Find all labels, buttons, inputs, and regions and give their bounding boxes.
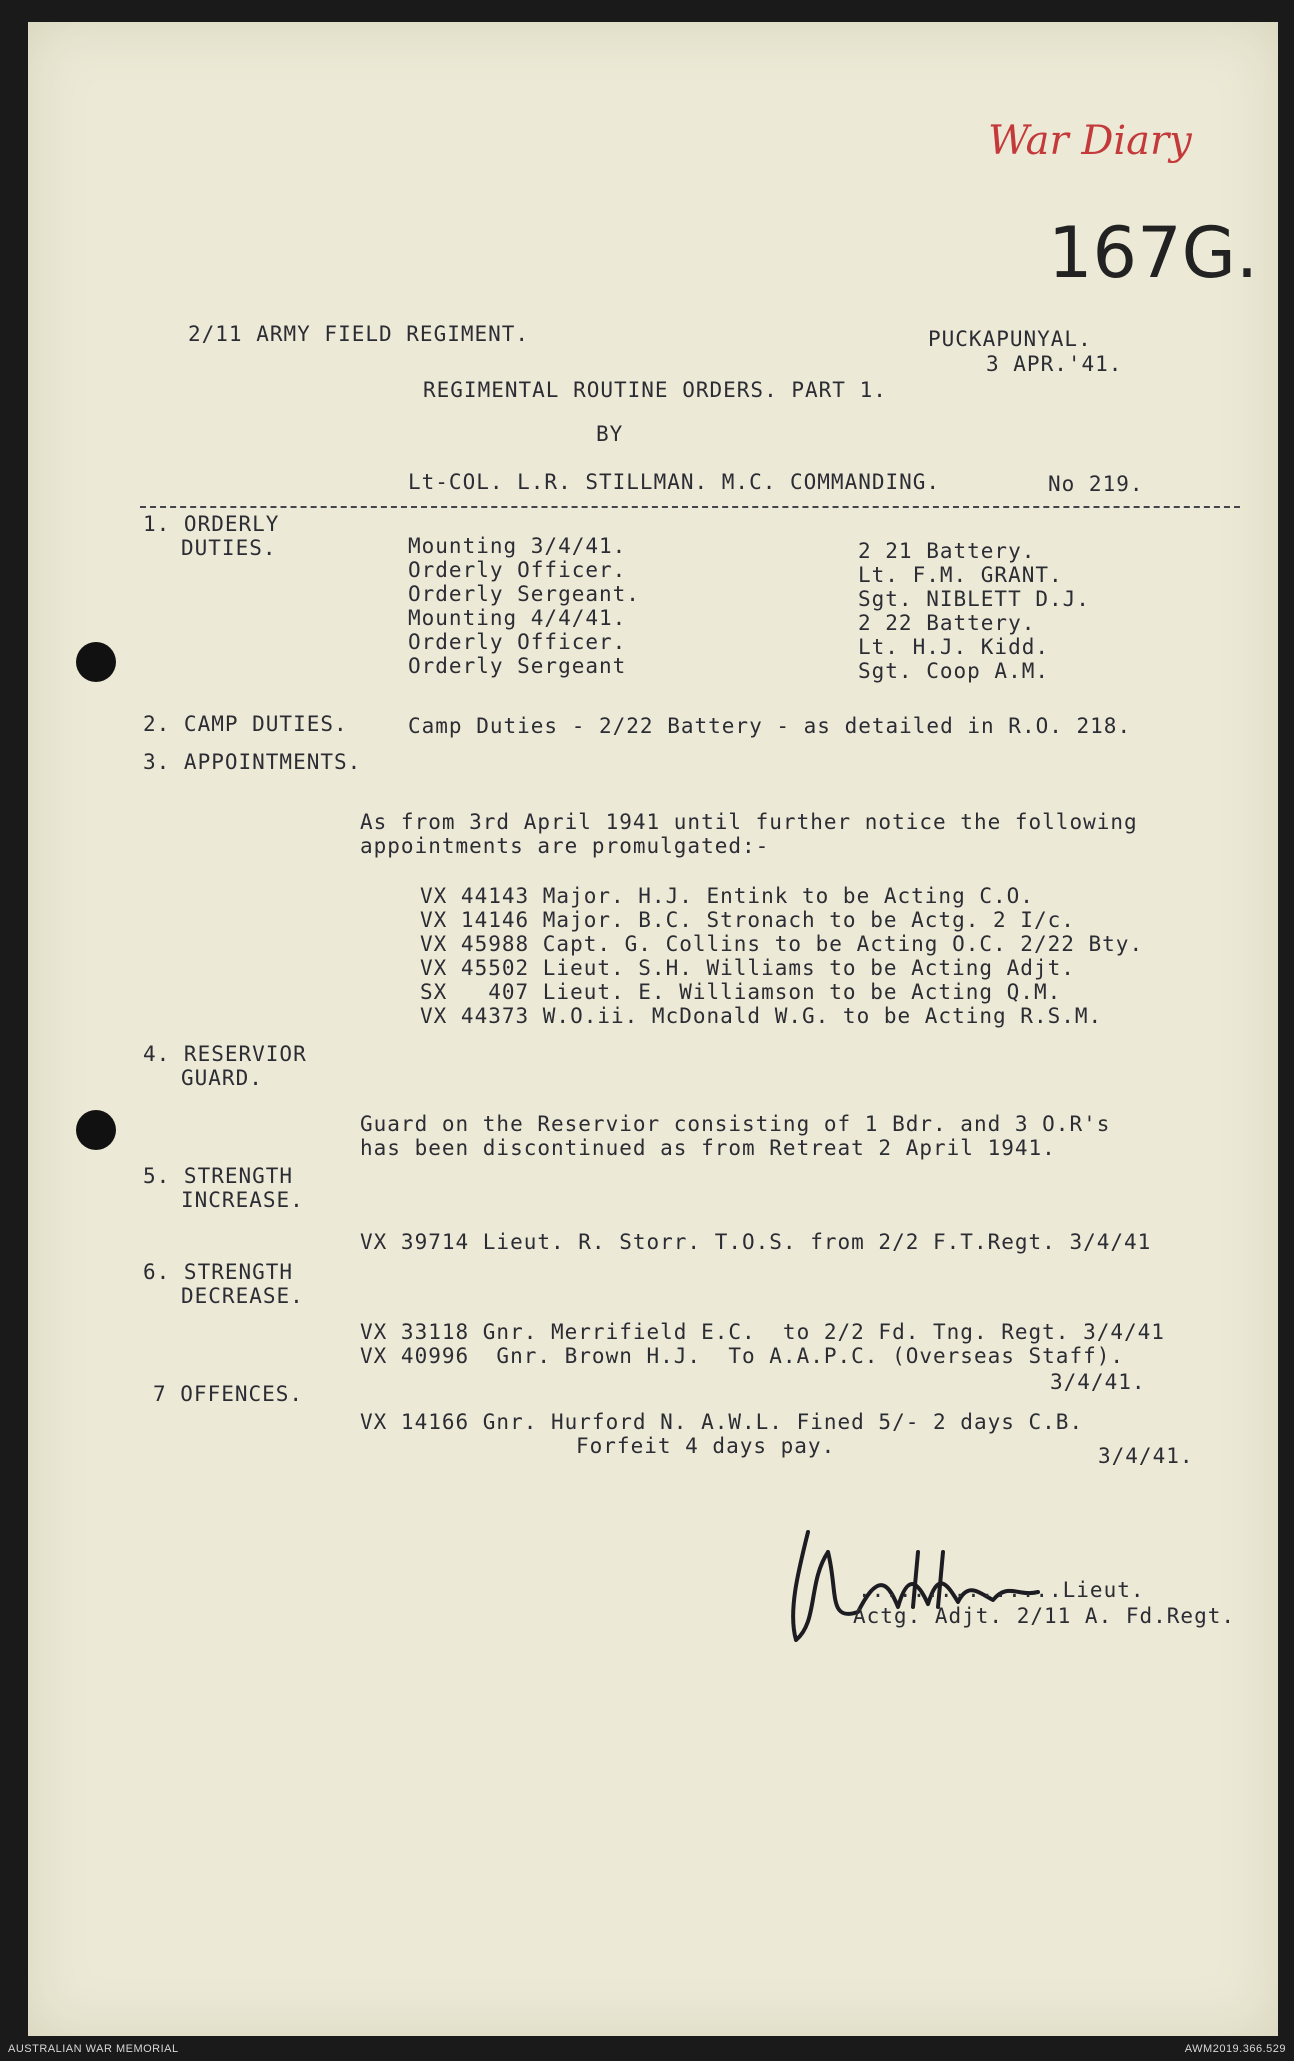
document-title: REGIMENTAL ROUTINE ORDERS. PART 1. — [423, 378, 887, 402]
section-2-heading: 2. CAMP DUTIES. — [143, 712, 348, 736]
place: PUCKAPUNYAL. — [928, 327, 1092, 351]
appointments-intro: As from 3rd April 1941 until further notice the following — [360, 810, 1138, 834]
header-divider — [140, 506, 1240, 508]
section-3-heading: 3. APPOINTMENTS. — [143, 750, 362, 774]
commanding-officer: Lt-COL. L.R. STILLMAN. M.C. COMMANDING. — [408, 470, 941, 494]
offence-entry-2: Forfeit 4 days pay. — [576, 1434, 836, 1458]
by-line: BY — [596, 422, 624, 446]
date: 3 APR.'41. — [986, 352, 1123, 376]
assignment-row: Sgt. NIBLETT D.J. — [858, 587, 1090, 611]
section-1-heading-2: DUTIES. — [181, 536, 277, 560]
assignment-row: Sgt. Coop A.M. — [858, 659, 1050, 683]
section-5-heading-2: INCREASE. — [181, 1188, 304, 1212]
offence-entry: VX 14166 Gnr. Hurford N. A.W.L. Fined 5/- 2 days C.B. — [360, 1410, 1084, 1434]
section-4-heading: 4. RESERVIOR — [143, 1042, 307, 1066]
strength-decrease-entry-2: VX 40996 Gnr. Brown H.J. To A.A.P.C. (Overseas Staff). — [360, 1344, 1125, 1368]
folio-number: 167G. — [1048, 212, 1259, 294]
duty-row: Mounting 4/4/41. — [408, 606, 627, 630]
duty-row: Orderly Sergeant — [408, 654, 627, 678]
appointment-row: VX 44143 Major. H.J. Entink to be Acting C.O. — [420, 884, 1034, 908]
assignment-row: Lt. F.M. GRANT. — [858, 563, 1063, 587]
document-page — [28, 22, 1278, 2036]
offence-date: 3/4/41. — [1098, 1444, 1194, 1468]
signature-role: Actg. Adjt. 2/11 A. Fd.Regt. — [853, 1604, 1236, 1628]
appointments-list — [420, 884, 1143, 1028]
section-7-heading: 7 OFFENCES. — [153, 1382, 304, 1406]
section-6-heading-2: DECREASE. — [181, 1284, 304, 1308]
section-1-heading: 1. ORDERLY — [143, 512, 280, 536]
punch-hole-bottom — [76, 1110, 116, 1150]
camp-duties-text: Camp Duties - 2/22 Battery - as detailed in R.O. 218. — [408, 714, 1132, 738]
duty-row: Orderly Sergeant. — [408, 582, 640, 606]
assignment-row: 2 22 Battery. — [858, 611, 1036, 635]
duty-row: Orderly Officer. — [408, 630, 627, 654]
orderly-assignments-list — [858, 539, 1090, 683]
reservoir-text: Guard on the Reservior consisting of 1 Bdr. and 3 O.R's — [360, 1112, 1111, 1136]
duty-row: Orderly Officer. — [408, 558, 627, 582]
signature-rank: ...............Lieut. — [858, 1578, 1145, 1602]
section-5-heading: 5. STRENGTH — [143, 1164, 294, 1188]
unit-name: 2/11 ARMY FIELD REGIMENT. — [188, 322, 530, 346]
appointment-row: SX 407 Lieut. E. Williamson to be Acting Q.M. — [420, 980, 1062, 1004]
strength-increase-entry: VX 39714 Lieut. R. Storr. T.O.S. from 2/2 F.T.Regt. 3/4/41 — [360, 1230, 1152, 1254]
punch-hole-top — [76, 642, 116, 682]
orderly-duties-list — [408, 534, 640, 678]
appointment-row: VX 44373 W.O.ii. McDonald W.G. to be Acting R.S.M. — [420, 1004, 1103, 1028]
strength-decrease-entry: VX 33118 Gnr. Merrifield E.C. to 2/2 Fd. Tng. Regt. 3/4/41 — [360, 1320, 1165, 1344]
reservoir-text-2: has been discontinued as from Retreat 2 April 1941. — [360, 1136, 1056, 1160]
appointment-row: VX 45988 Capt. G. Collins to be Acting O.C. 2/22 Bty. — [420, 932, 1144, 956]
assignment-row: 2 21 Battery. — [858, 539, 1036, 563]
footer-reference: AWM2019.366.529 — [1184, 2043, 1286, 2055]
strength-decrease-date: 3/4/41. — [1050, 1370, 1146, 1394]
appointment-row: VX 45502 Lieut. S.H. Williams to be Acting Adjt. — [420, 956, 1075, 980]
order-number: No 219. — [1048, 472, 1144, 496]
section-4-heading-2: GUARD. — [181, 1066, 263, 1090]
appointments-intro-2: appointments are promulgated:- — [360, 834, 770, 858]
assignment-row: Lt. H.J. Kidd. — [858, 635, 1050, 659]
war-diary-annotation: War Diary — [988, 118, 1192, 164]
footer-archive-name: AUSTRALIAN WAR MEMORIAL — [8, 2043, 179, 2055]
duty-row: Mounting 3/4/41. — [408, 534, 627, 558]
section-6-heading: 6. STRENGTH — [143, 1260, 294, 1284]
appointment-row: VX 14146 Major. B.C. Stronach to be Actg. 2 I/c. — [420, 908, 1075, 932]
